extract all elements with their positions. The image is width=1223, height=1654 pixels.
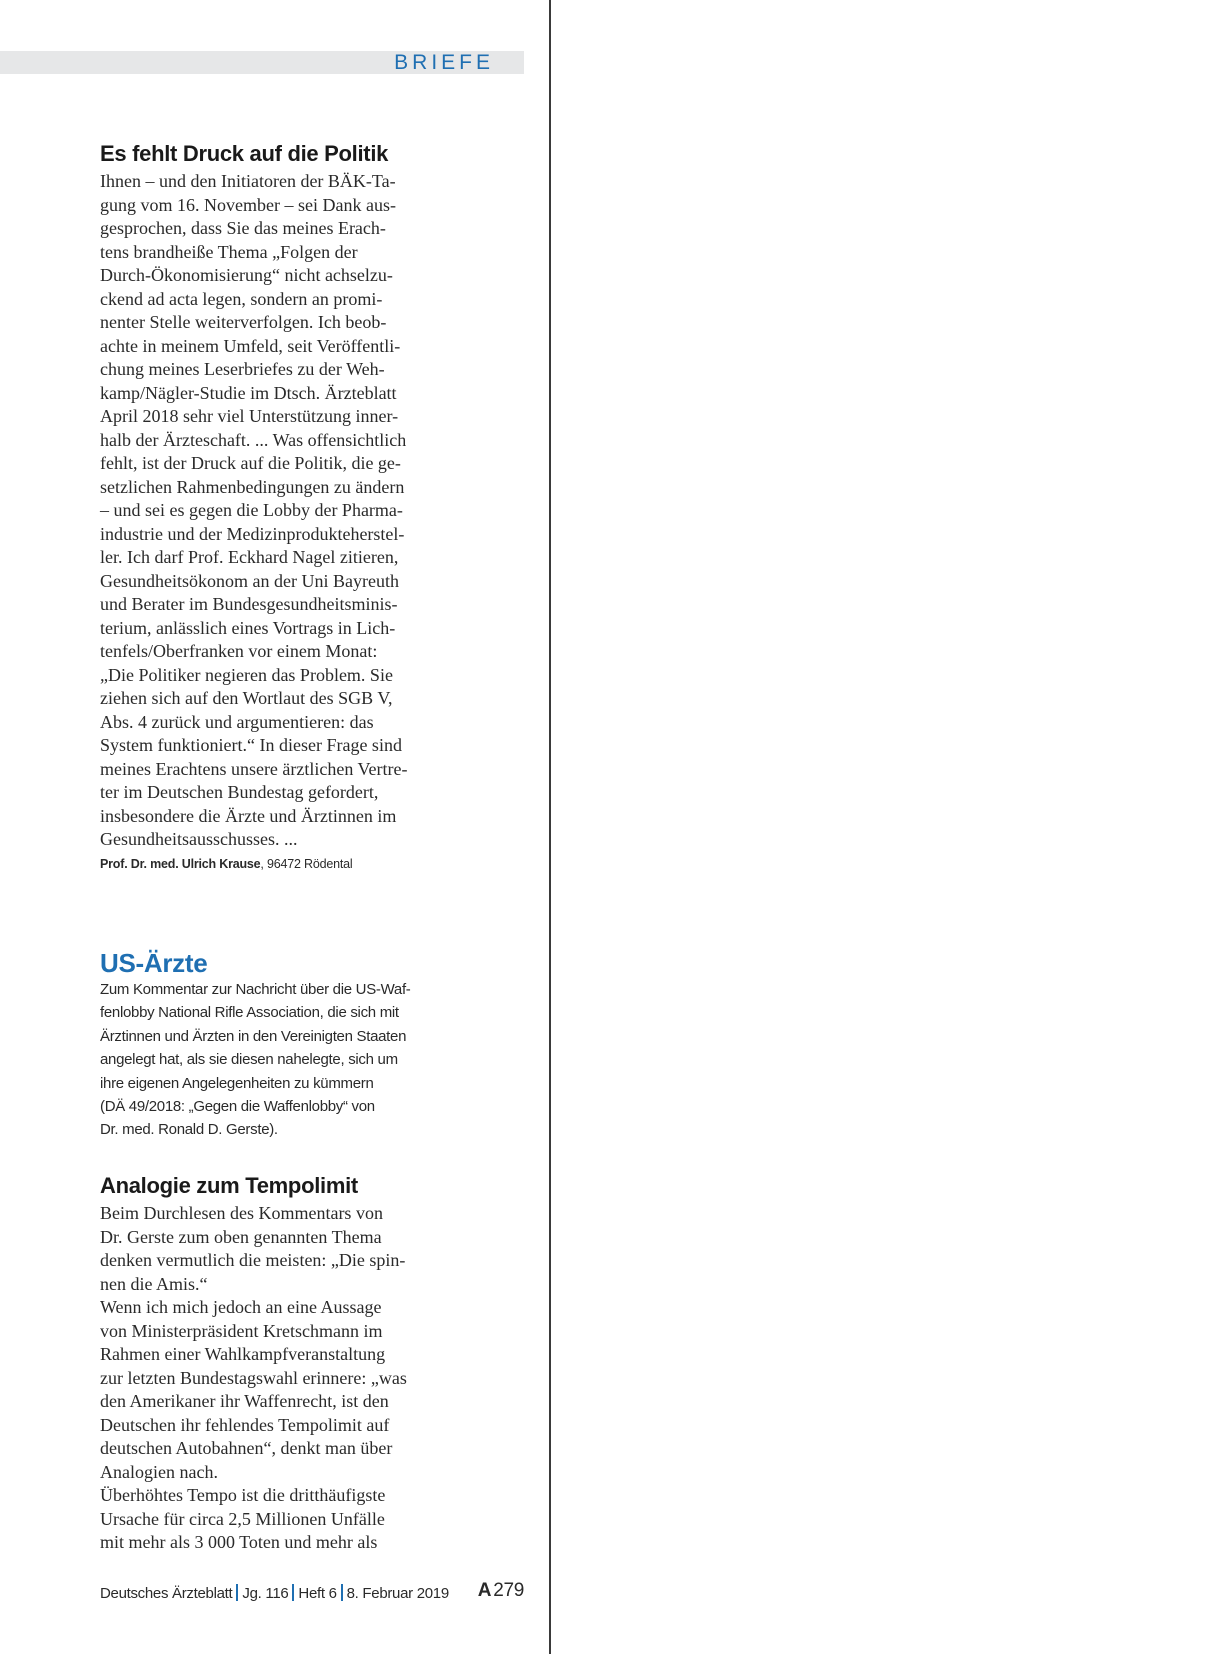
text-line: ler. Ich darf Prof. Eckhard Nagel zitieren, [100, 547, 399, 567]
article-1-title: Es fehlt Druck auf die Politik [100, 141, 389, 166]
text-line: System funktioniert.“ In dieser Frage sind [100, 735, 402, 755]
text-line: gesprochen, dass Sie das meines Erach- [100, 218, 386, 238]
text-line: zur letzten Bundestagswahl erinnere: „was [100, 1367, 407, 1388]
topic-intro [100, 978, 435, 1142]
text-line: Gesundheitsausschusses. ... [100, 829, 298, 849]
text-line: den Amerikaner ihr Waffenrecht, ist den [100, 1391, 389, 1411]
article-2-title: Analogie zum Tempolimit [100, 1173, 358, 1198]
text-line: terium, anlässlich eines Vortrags in Lich- [100, 617, 396, 638]
text-line: tens brandheiße Thema „Folgen der [100, 241, 358, 262]
issue: Heft 6 [298, 1585, 337, 1602]
text-line: fenlobby National Rifle Association, die sich mit [100, 1004, 399, 1022]
letter-article-1 [100, 141, 435, 872]
page-footer [100, 1580, 524, 1606]
text-line: – und sei es gegen die Lobby der Pharma- [100, 500, 403, 520]
author-name: Prof. Dr. med. Ulrich Krause [100, 856, 261, 871]
text-line: Durch-Ökonomisierung“ nicht achselzu- [100, 265, 393, 285]
text-line: chung meines Leserbriefes zu der Weh- [100, 359, 385, 379]
text-line: Ursache für circa 2,5 Millionen Unfälle [100, 1508, 385, 1529]
footer-separator [341, 1584, 343, 1601]
text-line: und Berater im Bundesgesundheitsminis- [100, 594, 398, 614]
text-line: industrie und der Medizinprodukteherstel- [100, 523, 405, 544]
text-line: Gesundheitsökonom an der Uni Bayreuth [100, 570, 399, 591]
text-line: setzlichen Rahmenbedingungen zu ändern [100, 476, 405, 497]
text-line: Ihnen – und den Initiatoren der BÄK-Ta- [100, 171, 396, 191]
text-line: Dr. Gerste zum oben genannten Thema [100, 1226, 382, 1247]
text-line: ziehen sich auf den Wortlaut des SGB V, [100, 688, 393, 708]
text-line: Deutschen ihr fehlendes Tempolimit auf [100, 1414, 390, 1435]
text-line: nen die Amis.“ [100, 1273, 208, 1294]
letter-article-2 [100, 1173, 435, 1555]
text-line: denken vermutlich die meisten: „Die spin- [100, 1250, 406, 1270]
text-line: meines Erachtens unsere ärztlichen Vertre- [100, 758, 408, 779]
text-line: nenter Stelle weiterverfolgen. Ich beob- [100, 312, 387, 332]
text-line: Rahmen einer Wahlkampfveranstaltung [100, 1344, 386, 1364]
section-label: BRIEFE [394, 51, 494, 74]
text-line: „Die Politiker negieren das Problem. Sie [100, 664, 393, 685]
text-line: Ärztinnen und Ärzten in den Vereinigten Staaten [100, 1027, 407, 1045]
text-line: tenfels/Oberfranken vor einem Monat: [100, 641, 378, 661]
text-line: mit mehr als 3 000 Toten und mehr als [100, 1532, 378, 1552]
page-number [478, 1580, 524, 1602]
text-line: April 2018 sehr viel Unterstützung inner- [100, 406, 399, 426]
topic-title: US-Ärzte [100, 948, 208, 978]
text-line: ihre eigenen Angelegenheiten zu kümmern [100, 1074, 374, 1092]
text-line: Wenn ich mich jedoch an eine Aussage [100, 1297, 382, 1317]
footer-separator [292, 1584, 294, 1601]
article-1-signature [100, 856, 435, 872]
text-line: Analogien nach. [100, 1461, 218, 1482]
author-location: , 96472 Rödental [260, 856, 353, 871]
column-divider [549, 0, 551, 1654]
text-line: Überhöhtes Tempo ist die dritthäufigste [100, 1485, 386, 1505]
publication-name: Deutsches Ärzteblatt [100, 1585, 233, 1602]
text-line: Beim Durchlesen des Kommentars von [100, 1203, 383, 1223]
section-header-bar [0, 51, 524, 74]
page-number-value: 279 [493, 1580, 524, 1601]
text-line: von Ministerpräsident Kretschmann im [100, 1320, 383, 1341]
text-line: ckend ad acta legen, sondern an promi- [100, 288, 383, 309]
text-line: angelegt hat, als sie diesen nahelegte, sich um [100, 1051, 398, 1069]
article-1-body [100, 170, 435, 852]
issue-date: 8. Februar 2019 [346, 1585, 449, 1602]
text-line: Abs. 4 zurück und argumentieren: das [100, 711, 374, 732]
text-line: halb der Ärzteschaft. ... Was offensichtlich [100, 429, 407, 450]
text-line: (DÄ 49/2018: „Gegen die Waffenlobby“ von [100, 1098, 375, 1116]
topic-block [100, 948, 435, 1142]
text-line: achte in meinem Umfeld, seit Veröffentli- [100, 335, 401, 356]
page-prefix: A [477, 1580, 492, 1601]
text-line: Zum Kommentar zur Nachricht über die US-Waf- [100, 981, 411, 998]
text-line: insbesondere die Ärzte und Ärztinnen im [100, 805, 397, 826]
text-line: kamp/Nägler-Studie im Dtsch. Ärzteblatt [100, 382, 397, 403]
article-2-body [100, 1202, 435, 1555]
text-line: ter im Deutschen Bundestag gefordert, [100, 782, 379, 802]
text-line: fehlt, ist der Druck auf die Politik, die ge- [100, 453, 401, 473]
text-line: Dr. med. Ronald D. Gerste). [100, 1121, 278, 1139]
text-line: gung vom 16. November – sei Dank aus- [100, 194, 396, 215]
footer-separator [236, 1584, 238, 1601]
text-line: deutschen Autobahnen“, denkt man über [100, 1438, 393, 1458]
volume: Jg. 116 [242, 1585, 289, 1602]
